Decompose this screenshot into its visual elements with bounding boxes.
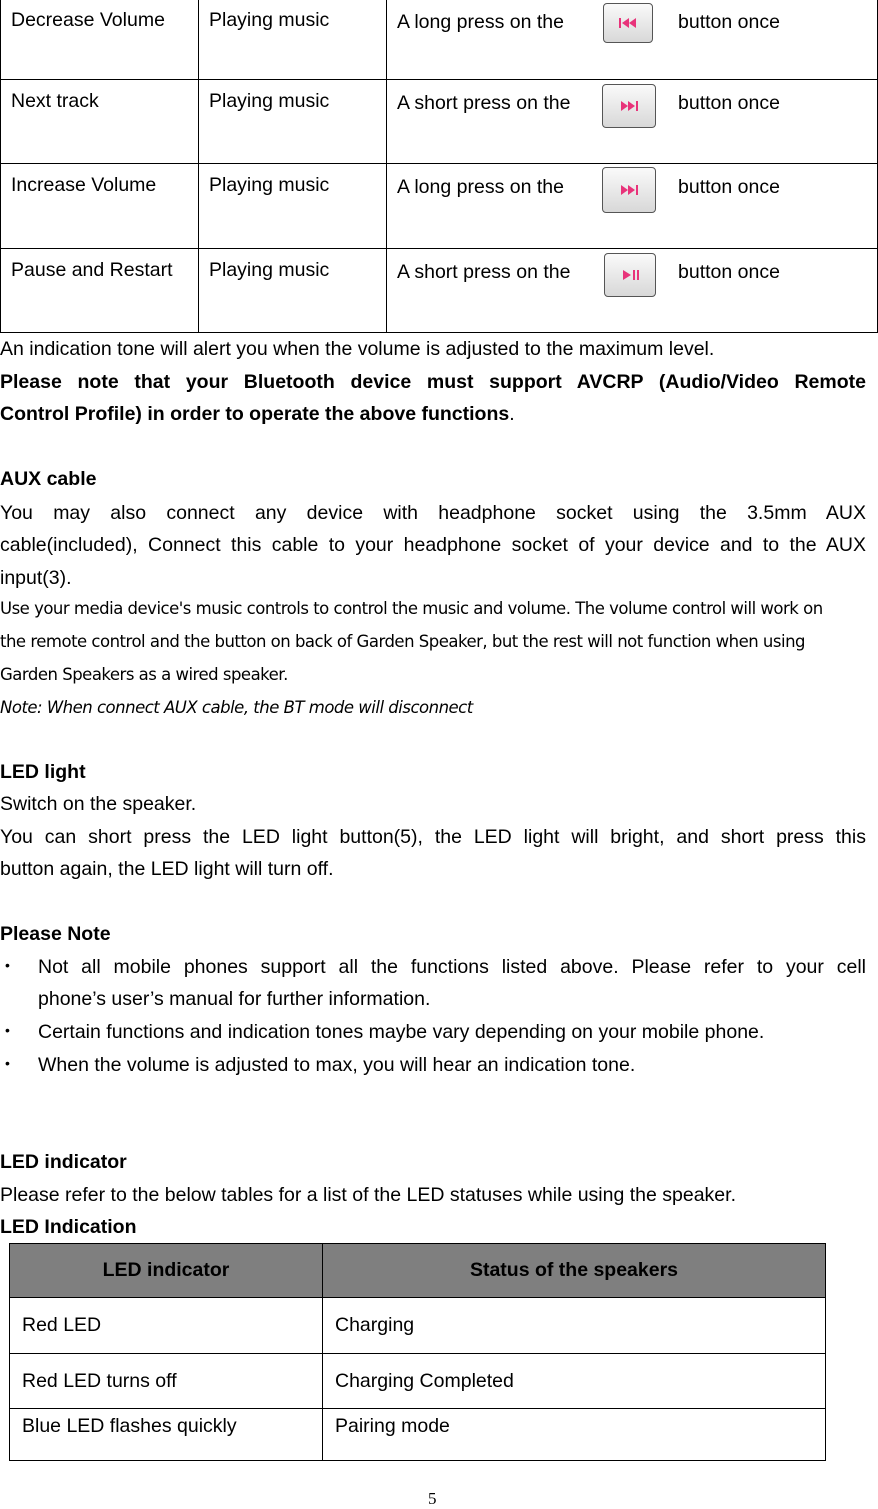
table-row	[10, 1298, 826, 1354]
function-cell: Decrease Volume	[1, 0, 199, 80]
led-light-line-2: You can short press the LED light button(5), the LED light will bright, and short press this	[0, 826, 866, 848]
play-pause-icon	[604, 253, 656, 297]
table-row	[1, 80, 878, 164]
bullet-1-line-1: Not all mobile phones support all the functions listed above. Please refer to your cell	[38, 956, 866, 978]
function-cell: Next track	[1, 80, 199, 164]
table-row	[1, 249, 878, 333]
led-indicator-heading: LED indicator	[0, 1151, 127, 1173]
mode-cell: Playing music	[199, 80, 387, 164]
bullet-3: When the volume is adjusted to max, you will hear an indication tone.	[38, 1054, 636, 1076]
aux-paragraph-line-2: cable(included), Connect this cable to your headphone socket of your device and to the AUX	[0, 534, 866, 556]
action-cell	[387, 0, 878, 80]
action-suffix: button once	[678, 176, 780, 198]
action-cell	[387, 164, 878, 249]
action-prefix: A long press on the	[397, 11, 564, 33]
action-prefix: A short press on the	[397, 261, 571, 283]
column-header-led: LED indicator	[10, 1244, 323, 1298]
aux-cable-heading: AUX cable	[0, 468, 97, 490]
media-controls-line-2: the remote control and the button on back of Garden Speaker, but the rest will not function when using	[0, 632, 806, 651]
avrcp-note-line-2	[0, 402, 515, 426]
aux-note: Note: When connect AUX cable, the BT mode will disconnect	[0, 698, 473, 717]
table-row	[10, 1354, 826, 1409]
avrcp-note-period: .	[509, 403, 515, 425]
led-cell: Red LED turns off	[10, 1354, 323, 1409]
table-header-row	[10, 1244, 826, 1298]
next-track-icon	[602, 84, 656, 128]
action-suffix: button once	[678, 92, 780, 114]
led-light-line-1: Switch on the speaker.	[0, 793, 197, 815]
table-row	[1, 164, 878, 249]
status-cell: Charging	[323, 1298, 826, 1354]
action-suffix: button once	[678, 11, 780, 33]
column-header-status: Status of the speakers	[323, 1244, 826, 1298]
function-cell: Increase Volume	[1, 164, 199, 249]
action-prefix: A long press on the	[397, 176, 564, 198]
controls-table	[0, 0, 878, 333]
led-status-table	[9, 1243, 826, 1461]
action-prefix: A short press on the	[397, 92, 571, 114]
bullet-2: Certain functions and indication tones maybe vary depending on your mobile phone.	[38, 1021, 765, 1043]
table-row	[10, 1409, 826, 1461]
bullet-icon: •	[5, 1055, 10, 1071]
media-controls-line-3: Garden Speakers as a wired speaker.	[0, 665, 288, 684]
led-light-line-3: button again, the LED light will turn off.	[0, 858, 334, 880]
mode-cell: Playing music	[199, 249, 387, 333]
avrcp-note-line-1: Please note that your Bluetooth device must support AVCRP (Audio/Video Remote	[0, 371, 866, 393]
led-light-heading: LED light	[0, 761, 86, 783]
bullet-icon: •	[5, 1022, 10, 1038]
action-cell	[387, 249, 878, 333]
indication-tone-text: An indication tone will alert you when the volume is adjusted to the maximum level.	[0, 338, 715, 360]
bullet-icon: •	[5, 957, 10, 973]
action-suffix: button once	[678, 261, 780, 283]
previous-track-icon	[603, 3, 653, 43]
mode-cell: Playing music	[199, 0, 387, 80]
led-cell: Blue LED flashes quickly	[10, 1409, 323, 1461]
status-cell: Charging Completed	[323, 1354, 826, 1409]
mode-cell: Playing music	[199, 164, 387, 249]
media-controls-line-1: Use your media device's music controls to control the music and volume. The volume control will work on	[0, 599, 823, 618]
bullet-1-line-2: phone’s user’s manual for further information.	[38, 988, 431, 1010]
avrcp-note-bold: Control Profile) in order to operate the above functions	[0, 403, 510, 425]
aux-paragraph-line-3: input(3).	[0, 567, 72, 589]
next-track-icon	[602, 167, 656, 213]
status-cell: Pairing mode	[323, 1409, 826, 1461]
function-cell: Pause and Restart	[1, 249, 199, 333]
led-indication-heading: LED Indication	[0, 1216, 137, 1238]
please-note-heading: Please Note	[0, 923, 111, 945]
led-cell: Red LED	[10, 1298, 323, 1354]
action-cell	[387, 80, 878, 164]
aux-paragraph-line-1: You may also connect any device with headphone socket using the 3.5mm AUX	[0, 502, 866, 524]
led-indicator-description: Please refer to the below tables for a list of the LED statuses while using the speaker.	[0, 1184, 736, 1206]
page-number: 5	[428, 1489, 437, 1508]
table-row	[1, 0, 878, 80]
